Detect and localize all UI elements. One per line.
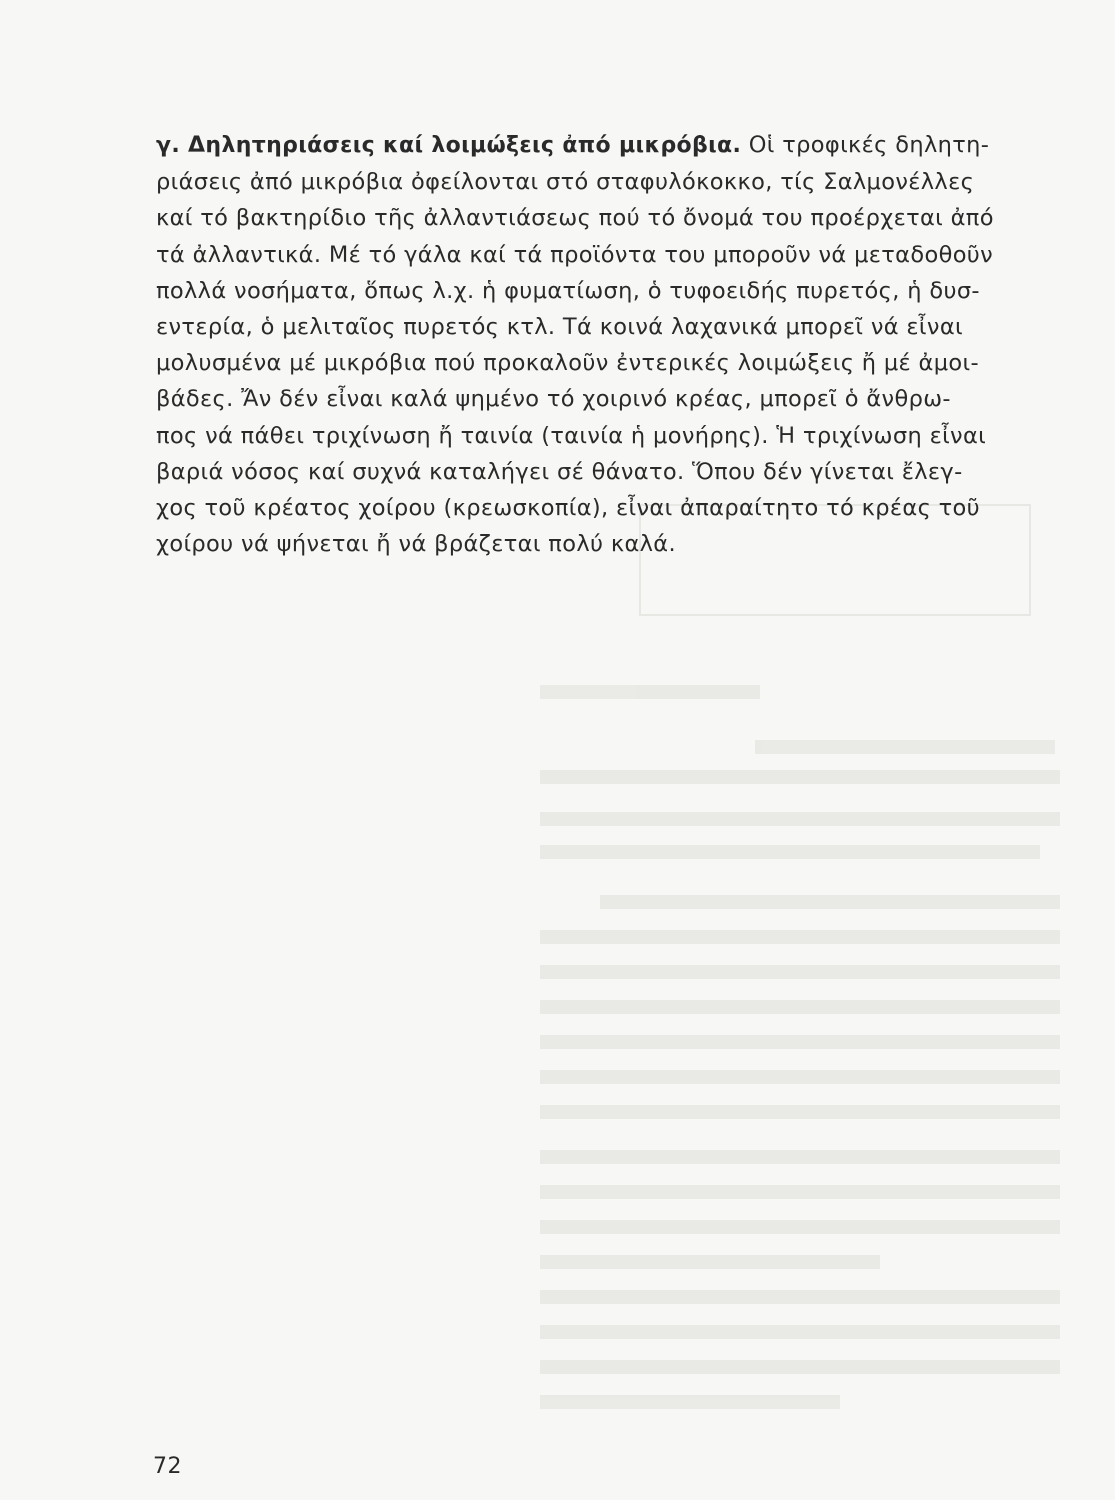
paragraph-line: ριάσεις ἀπό μικρόβια ὀφείλονται στό σταφυλόκοκκο, τίς Σαλμονέλλες: [156, 169, 975, 196]
paragraph-line: μολυσμένα μέ μικρόβια πού προκαλοῦν ἐντερικές λοιμώξεις ἤ μέ ἀμοι-: [156, 350, 979, 377]
paragraph-first-line: [156, 127, 1036, 164]
paragraph-food-poisoning: [156, 127, 1036, 562]
paragraph-line: βάδες. Ἄν δέν εἶναι καλά ψημένο τό χοιρινό κρέας, μπορεῖ ὁ ἄνθρω-: [156, 386, 951, 413]
paragraph-line: χοίρου νά ψήνεται ἤ νά βράζεται πολύ καλά.: [156, 531, 676, 558]
section-heading: γ. Δηλητηριάσεις καί λοιμώξεις ἀπό μικρόβια.: [156, 133, 742, 158]
paragraph-line: εντερία, ὁ μελιταῖος πυρετός κτλ. Τά κοινά λαχανικά μπορεῖ νά εἶναι: [156, 314, 963, 341]
page-number: 72: [153, 1454, 182, 1479]
paragraph-line: πος νά πάθει τριχίνωση ἤ ταινία (ταινία ἡ μονήρης). Ἡ τριχίνωση εἶναι: [156, 422, 987, 449]
paragraph-line: βαριά νόσος καί συχνά καταλήγει σέ θάνατο. Ὅπου δέν γίνεται ἔλεγ-: [156, 458, 963, 485]
paragraph-line: τά ἀλλαντικά. Μέ τό γάλα καί τά προϊόντα του μποροῦν νά μεταδοθοῦν: [156, 241, 994, 268]
first-line-text: Οἱ τροφικές δηλητη-: [741, 132, 990, 158]
paragraph-line: καί τό βακτηρίδιο τῆς ἀλλαντιάσεως πού τό ὄνομά του προέρχεται ἀπό: [156, 205, 994, 232]
paragraph-line: χος τοῦ κρέατος χοίρου (κρεωσκοπία), εἶναι ἀπαραίτητο τό κρέας τοῦ: [156, 495, 981, 522]
paragraph-line: πολλά νοσήματα, ὅπως λ.χ. ἡ φυματίωση, ὁ τυφοειδής πυρετός, ἡ δυσ-: [156, 277, 980, 304]
